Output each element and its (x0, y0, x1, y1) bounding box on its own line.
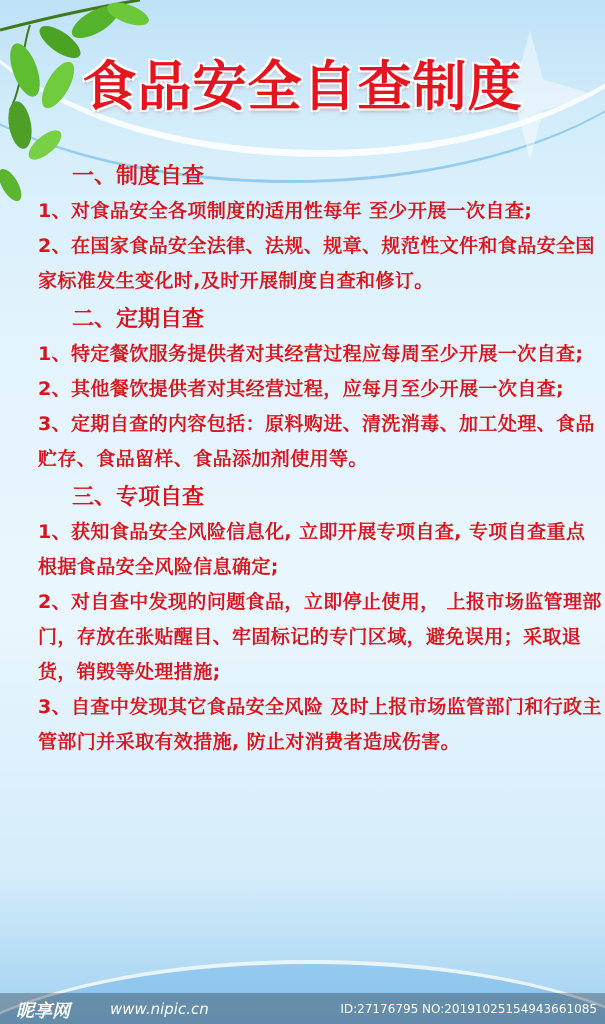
section-periodic-check (0, 303, 605, 477)
section-heading: 三、专项自查 (72, 485, 205, 510)
watermark-url: www.nipic.cn (110, 1000, 209, 1018)
section-item: 1、对食品安全各项制度的适用性每年 至少开展一次自查; (38, 200, 533, 222)
poster-title: 食品安全自查制度 (82, 55, 523, 118)
section-item: 3、自查中发现其它食品安全风险 及时上报市场监管部门和行政主管部门并采取有效措施, 防止对消费者造成伤害。 (38, 696, 602, 753)
section-item: 2、在国家食品安全法律、法规、规章、规范性文件和食品安全国家标准发生变化时,及时开展制度自查和修订。 (38, 235, 595, 292)
section-special-check (0, 481, 605, 760)
section-system-check (0, 160, 605, 299)
poster-content (0, 160, 605, 760)
section-item: 1、特定餐饮服务提供者对其经营过程应每周至少开展一次自查; (38, 343, 584, 365)
section-heading: 一、制度自查 (72, 164, 205, 189)
section-item: 1、获知食品安全风险信息化, 立即开展专项自查, 专项自查重点根据食品安全风险信息确定; (38, 521, 586, 578)
watermark-id: ID:27176795 NO:20191025154943661085 (340, 1002, 597, 1016)
section-item: 3、定期自查的内容包括：原料购进、清洗消毒、加工处理、食品贮存、食品留样、食品添加剂使用等。 (38, 413, 595, 470)
watermark-logo: 昵享网 (16, 1001, 70, 1022)
section-item: 2、其他餐饮提供者对其经营过程，应每月至少开展一次自查; (38, 378, 565, 400)
section-item: 2、对自查中发现的问题食品，立即停止使用， 上报市场监管理部门，存放在张贴醒目、牢固标记的专门区域，避免误用；采取退货，销毁等处理措施; (38, 591, 602, 683)
section-heading: 二、定期自查 (72, 307, 205, 332)
